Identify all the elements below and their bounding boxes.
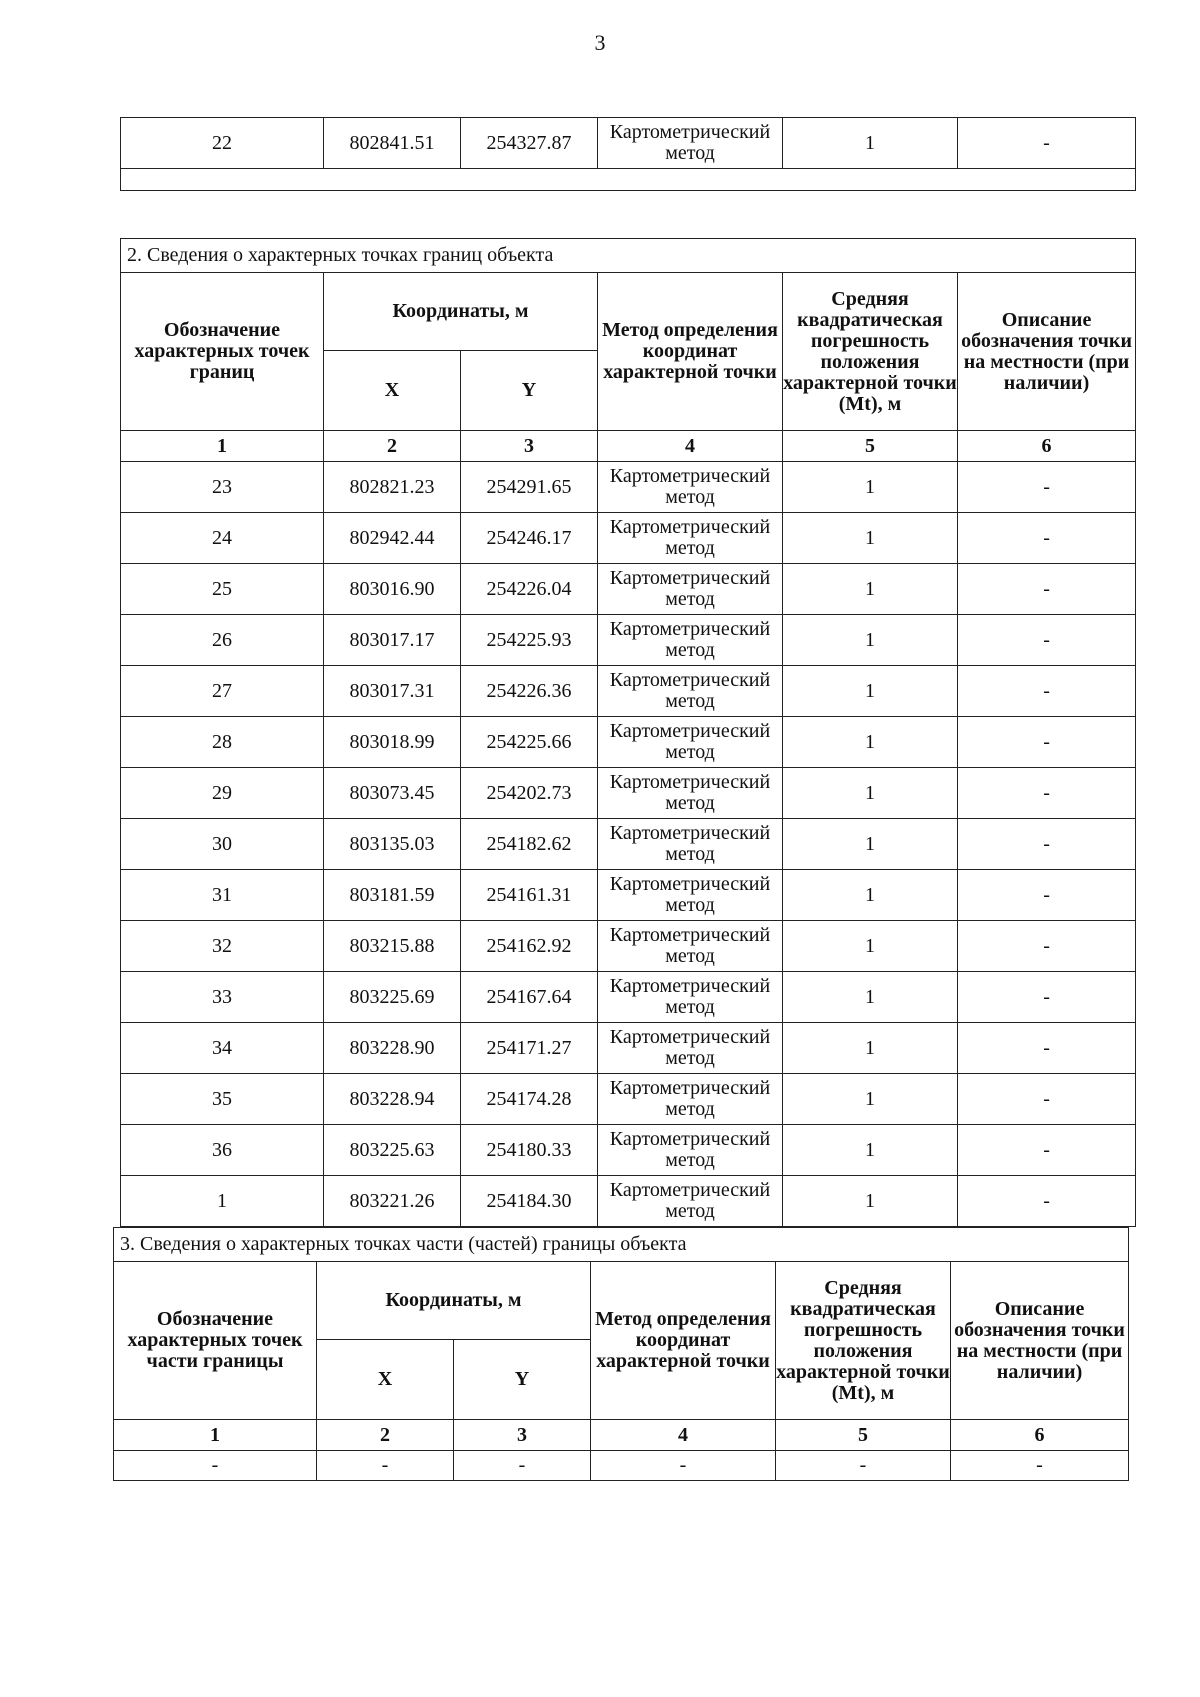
column-number: 4 — [591, 1420, 776, 1451]
table-row — [121, 870, 1136, 921]
point-id: 29 — [121, 768, 324, 819]
table-row — [121, 972, 1136, 1023]
point-id: - — [114, 1451, 317, 1481]
method: Картометрический метод — [598, 921, 783, 972]
accuracy-mt: 1 — [783, 819, 958, 870]
description: - — [958, 564, 1136, 615]
point-id: 33 — [121, 972, 324, 1023]
method: - — [591, 1451, 776, 1481]
header-mt: Средняя квадратическая погрешность положения характерной точки (Mt), м — [776, 1262, 951, 1420]
point-id: 27 — [121, 666, 324, 717]
coord-y: 254182.62 — [461, 819, 598, 870]
coord-y: 254246.17 — [461, 513, 598, 564]
table-row — [121, 615, 1136, 666]
description: - — [958, 1176, 1136, 1227]
column-number: 3 — [461, 431, 598, 462]
method: Картометрический метод — [598, 118, 783, 169]
table-row — [121, 1125, 1136, 1176]
description: - — [958, 972, 1136, 1023]
accuracy-mt: 1 — [783, 870, 958, 921]
header-point: Обозначение характерных точек границ — [121, 273, 324, 431]
part-boundary-points-table — [113, 1227, 1129, 1481]
point-id: 24 — [121, 513, 324, 564]
coord-y: 254291.65 — [461, 462, 598, 513]
column-number: 6 — [958, 431, 1136, 462]
coord-y: 254180.33 — [461, 1125, 598, 1176]
header-y: Y — [454, 1340, 591, 1420]
accuracy-mt: 1 — [783, 615, 958, 666]
header-method: Метод определения координат характерной точки — [598, 273, 783, 431]
point-id: 34 — [121, 1023, 324, 1074]
table-row — [121, 462, 1136, 513]
table-row — [114, 1451, 1129, 1481]
coord-y: 254171.27 — [461, 1023, 598, 1074]
header-y: Y — [461, 351, 598, 431]
method: Картометрический метод — [598, 1125, 783, 1176]
description: - — [958, 462, 1136, 513]
coord-x: 803016.90 — [324, 564, 461, 615]
accuracy-mt: 1 — [783, 717, 958, 768]
method: Картометрический метод — [598, 972, 783, 1023]
table-row — [121, 768, 1136, 819]
column-number: 5 — [783, 431, 958, 462]
blank-row — [121, 169, 1136, 191]
method: Картометрический метод — [598, 1074, 783, 1125]
point-id: 23 — [121, 462, 324, 513]
coord-x: 803225.69 — [324, 972, 461, 1023]
method: Картометрический метод — [598, 768, 783, 819]
table-row — [121, 921, 1136, 972]
section-2-title: 2. Сведения о характерных точках границ объекта — [121, 239, 1136, 273]
point-id: 25 — [121, 564, 324, 615]
header-coords: Координаты, м — [317, 1262, 591, 1340]
accuracy-mt: 1 — [783, 118, 958, 169]
method: Картометрический метод — [598, 462, 783, 513]
description: - — [958, 1125, 1136, 1176]
coord-x: 802841.51 — [324, 118, 461, 169]
accuracy-mt: 1 — [783, 1176, 958, 1227]
method: Картометрический метод — [598, 819, 783, 870]
coord-y: 254184.30 — [461, 1176, 598, 1227]
description: - — [951, 1451, 1129, 1481]
description: - — [958, 615, 1136, 666]
coord-x: 803225.63 — [324, 1125, 461, 1176]
coord-x: 803017.17 — [324, 615, 461, 666]
table-row — [121, 666, 1136, 717]
coord-y: 254202.73 — [461, 768, 598, 819]
coord-x: 803221.26 — [324, 1176, 461, 1227]
coord-x: 803018.99 — [324, 717, 461, 768]
coord-x: 803228.94 — [324, 1074, 461, 1125]
point-id: 22 — [121, 118, 324, 169]
column-number: 1 — [121, 431, 324, 462]
page-number: 3 — [594, 30, 606, 55]
coord-y: 254161.31 — [461, 870, 598, 921]
point-id: 28 — [121, 717, 324, 768]
column-number: 6 — [951, 1420, 1129, 1451]
coord-y: 254226.36 — [461, 666, 598, 717]
header-coords: Координаты, м — [324, 273, 598, 351]
coord-x: 803135.03 — [324, 819, 461, 870]
table-row — [121, 1176, 1136, 1227]
description: - — [958, 768, 1136, 819]
column-number: 5 — [776, 1420, 951, 1451]
coord-y: - — [454, 1451, 591, 1481]
column-number: 1 — [114, 1420, 317, 1451]
coord-y: 254167.64 — [461, 972, 598, 1023]
boundary-points-table — [120, 238, 1136, 1227]
method: Картометрический метод — [598, 564, 783, 615]
description: - — [958, 118, 1136, 169]
point-id: 30 — [121, 819, 324, 870]
table-row — [121, 1023, 1136, 1074]
table-row — [121, 1074, 1136, 1125]
accuracy-mt: 1 — [783, 1074, 958, 1125]
accuracy-mt: 1 — [783, 1023, 958, 1074]
coord-y: 254174.28 — [461, 1074, 598, 1125]
point-id: 31 — [121, 870, 324, 921]
description: - — [958, 513, 1136, 564]
column-number: 4 — [598, 431, 783, 462]
header-point: Обозначение характерных точек части границы — [114, 1262, 317, 1420]
coord-y: 254226.04 — [461, 564, 598, 615]
method: Картометрический метод — [598, 870, 783, 921]
header-desc: Описание обозначения точки на местности (при наличии) — [958, 273, 1136, 431]
method: Картометрический метод — [598, 1023, 783, 1074]
coord-y: 254225.66 — [461, 717, 598, 768]
table-row — [121, 564, 1136, 615]
coord-x: 803017.31 — [324, 666, 461, 717]
coord-y: 254162.92 — [461, 921, 598, 972]
coord-x: 803215.88 — [324, 921, 461, 972]
accuracy-mt: 1 — [783, 564, 958, 615]
description: - — [958, 1023, 1136, 1074]
table-row — [121, 513, 1136, 564]
continuation-table — [120, 117, 1136, 191]
accuracy-mt: 1 — [783, 666, 958, 717]
coord-x: 802821.23 — [324, 462, 461, 513]
coord-y: 254327.87 — [461, 118, 598, 169]
coord-x: 803228.90 — [324, 1023, 461, 1074]
method: Картометрический метод — [598, 1176, 783, 1227]
header-x: X — [324, 351, 461, 431]
coord-x: - — [317, 1451, 454, 1481]
header-mt: Средняя квадратическая погрешность положения характерной точки (Mt), м — [783, 273, 958, 431]
point-id: 35 — [121, 1074, 324, 1125]
coord-y: 254225.93 — [461, 615, 598, 666]
accuracy-mt: 1 — [783, 513, 958, 564]
column-number: 2 — [324, 431, 461, 462]
method: Картометрический метод — [598, 615, 783, 666]
method: Картометрический метод — [598, 717, 783, 768]
method: Картометрический метод — [598, 666, 783, 717]
point-id: 36 — [121, 1125, 324, 1176]
description: - — [958, 819, 1136, 870]
method: Картометрический метод — [598, 513, 783, 564]
header-desc: Описание обозначения точки на местности (при наличии) — [951, 1262, 1129, 1420]
column-number: 2 — [317, 1420, 454, 1451]
table-row — [121, 717, 1136, 768]
point-id: 26 — [121, 615, 324, 666]
accuracy-mt: 1 — [783, 1125, 958, 1176]
point-id: 32 — [121, 921, 324, 972]
table-row — [121, 819, 1136, 870]
point-id: 1 — [121, 1176, 324, 1227]
accuracy-mt: 1 — [783, 921, 958, 972]
coord-x: 803181.59 — [324, 870, 461, 921]
description: - — [958, 1074, 1136, 1125]
description: - — [958, 870, 1136, 921]
accuracy-mt: - — [776, 1451, 951, 1481]
accuracy-mt: 1 — [783, 972, 958, 1023]
section-3-title: 3. Сведения о характерных точках части (частей) границы объекта — [114, 1228, 1129, 1262]
accuracy-mt: 1 — [783, 768, 958, 819]
description: - — [958, 717, 1136, 768]
column-number: 3 — [454, 1420, 591, 1451]
description: - — [958, 921, 1136, 972]
header-x: X — [317, 1340, 454, 1420]
accuracy-mt: 1 — [783, 462, 958, 513]
header-method: Метод определения координат характерной точки — [591, 1262, 776, 1420]
table-row — [121, 118, 1136, 169]
description: - — [958, 666, 1136, 717]
coord-x: 802942.44 — [324, 513, 461, 564]
coord-x: 803073.45 — [324, 768, 461, 819]
